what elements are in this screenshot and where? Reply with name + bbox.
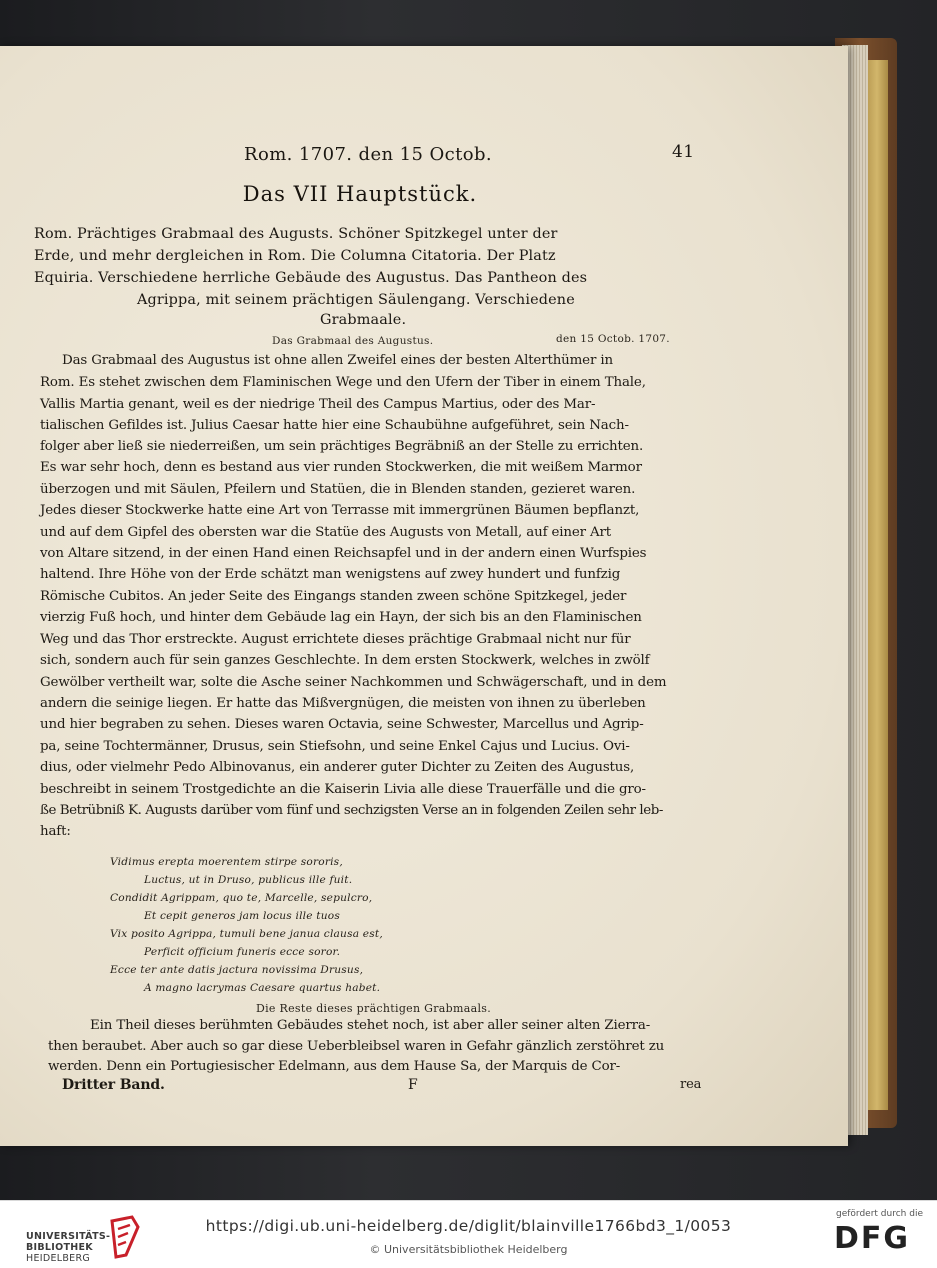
dfg-logo[interactable]: DFG xyxy=(834,1221,911,1256)
body-line: Es war sehr hoch, denn es bestand aus vier runden Stockwerken, die mit weißem Marmor xyxy=(40,460,642,475)
verse-line: Condidit Agrippam, quo te, Marcelle, sepulcro, xyxy=(110,892,373,904)
section-heading: Die Reste dieses prächtigen Grabmaals. xyxy=(256,1002,491,1015)
summary-line: Equiria. Verschiedene herrliche Gebäude des Augustus. Das Pantheon des xyxy=(34,270,588,286)
book-page xyxy=(0,46,848,1146)
body-line: haltend. Ihre Höhe von der Erde schätzt man wenigstens auf zwey hundert und funfzig xyxy=(40,567,621,582)
catchword: rea xyxy=(680,1077,702,1092)
body-line: Weg und das Thor erstreckte. August errichtete dieses prächtige Grabmaal nicht nur für xyxy=(40,632,631,647)
summary-line: Agrippa, mit seinem prächtigen Säulengang. Verschiedene xyxy=(137,292,575,308)
chapter-title: Das VII Hauptstück. xyxy=(242,182,478,206)
verse-line: A magno lacrymas Caesare quartus habet. xyxy=(144,982,381,994)
body-line: andern die seinige liegen. Er hatte das Mißvergnügen, die meisten von ihnen zu überleben xyxy=(40,696,646,711)
body-line: überzogen und mit Säulen, Pfeilern und Statüen, die in Blenden standen, gezieret waren. xyxy=(40,482,636,497)
body-line: Das Grabmaal des Augustus ist ohne allen Zweifel eines der besten Alterthümer in xyxy=(62,353,613,368)
body-line: tialischen Gefildes ist. Julius Caesar hatte hier eine Schaubühne aufgeführet, sein Nach- xyxy=(40,418,629,433)
volume-signature: Dritter Band. xyxy=(62,1077,165,1093)
body-line: Ein Theil dieses berühmten Gebäudes stehet noch, ist aber aller seiner alten Zierra- xyxy=(90,1018,651,1033)
section-heading: Das Grabmaal des Augustus. xyxy=(272,335,434,347)
body-line: Jedes dieser Stockwerke hatte eine Art von Terrasse mit immergrünen Bäumen bepflanzt, xyxy=(40,503,640,518)
body-line: haft: xyxy=(40,824,71,839)
funding-note: gefördert durch die xyxy=(836,1209,923,1219)
library-name-line: HEIDELBERG xyxy=(26,1253,91,1264)
summary-line: Grabmaale. xyxy=(320,312,407,328)
verse-line: Vix posito Agrippa, tumuli bene janua clausa est, xyxy=(110,928,383,940)
verse-line: Luctus, ut in Druso, publicus ille fuit. xyxy=(144,874,353,886)
library-name-line: UNIVERSITÄTS- xyxy=(26,1231,111,1242)
viewer-footer xyxy=(0,1200,937,1268)
body-line: sich, sondern auch für sein ganzes Geschlechte. In dem ersten Stockwerk, welches in zwölf xyxy=(40,653,650,668)
body-line: pa, seine Tochtermänner, Drusus, sein Stiefsohn, und seine Enkel Cajus und Lucius. Ovi- xyxy=(40,739,630,754)
body-line: werden. Denn ein Portugiesischer Edelmann, aus dem Hause Sa, der Marquis de Cor- xyxy=(48,1059,621,1074)
body-line: folger aber ließ sie niederreißen, um sein prächtiges Begräbniß an der Stelle zu errichten. xyxy=(40,439,644,454)
verse-line: Ecce ter ante datis jactura novissima Drusus, xyxy=(110,964,364,976)
body-line: then beraubet. Aber auch so gar diese Ueberbleibsel waren in Gefahr gänzlich zerstöhret zu xyxy=(48,1039,665,1054)
body-line: vierzig Fuß hoch, und hinter dem Gebäude lag ein Hayn, der sich bis an den Flaminischen xyxy=(40,610,642,625)
summary-line: Erde, und mehr dergleichen in Rom. Die Columna Citatoria. Der Platz xyxy=(34,248,556,264)
running-head: Rom. 1707. den 15 Octob. xyxy=(244,144,493,165)
permalink-url[interactable]: https://digi.ub.uni-heidelberg.de/diglit/blainville1766bd3_1/0053 xyxy=(205,1217,732,1235)
copyright-notice: © Universitätsbibliothek Heidelberg xyxy=(369,1243,568,1256)
body-line: Vallis Martia genant, weil es der niedrige Theil des Campus Martius, oder des Mar- xyxy=(40,397,596,412)
body-line: von Altare sitzend, in der einen Hand einen Reichsapfel und in der andern einen Wurfspies xyxy=(40,546,647,561)
body-line: beschreibt in seinem Trostgedichte an die Kaiserin Livia alle diese Trauerfälle und die gro- xyxy=(40,782,646,797)
body-line: Rom. Es stehet zwischen dem Flaminischen Wege und den Ufern der Tiber in einem Thale, xyxy=(40,375,646,390)
page-number: 41 xyxy=(672,142,695,162)
verse-line: Perficit officium funeris ecce soror. xyxy=(144,946,341,958)
body-line: Gewölber vertheilt war, solte die Asche seiner Nachkommen und Schwägerschaft, und in dem xyxy=(40,675,667,690)
body-line: Römische Cubitos. An jeder Seite des Eingangs standen zween schöne Spitzkegel, jeder xyxy=(40,589,627,604)
body-line: und hier begraben zu sehen. Dieses waren Octavia, seine Schwester, Marcellus und Agrip- xyxy=(40,717,644,732)
verse-line: Vidimus erepta moerentem stirpe sororis, xyxy=(110,856,343,868)
book-cover-inner xyxy=(866,60,888,1110)
section-date: den 15 Octob. 1707. xyxy=(556,333,670,345)
summary-line: Rom. Prächtiges Grabmaal des Augusts. Schöner Spitzkegel unter der xyxy=(34,226,558,242)
gathering-mark: F xyxy=(408,1077,418,1093)
body-line: und auf dem Gipfel des obersten war die Statüe des Augusts von Metall, auf einer Art xyxy=(40,525,611,540)
verse-line: Et cepit generos jam locus ille tuos xyxy=(144,910,340,922)
body-line: ße Betrübniß K. Augusts darüber vom fünf und sechzigsten Verse an in folgenden Zeilen sehr leb- xyxy=(40,803,663,818)
body-line: dius, oder vielmehr Pedo Albinovanus, ein anderer guter Dichter zu Zeiten des Augustus, xyxy=(40,760,635,775)
library-name-line: BIBLIOTHEK xyxy=(26,1242,93,1253)
